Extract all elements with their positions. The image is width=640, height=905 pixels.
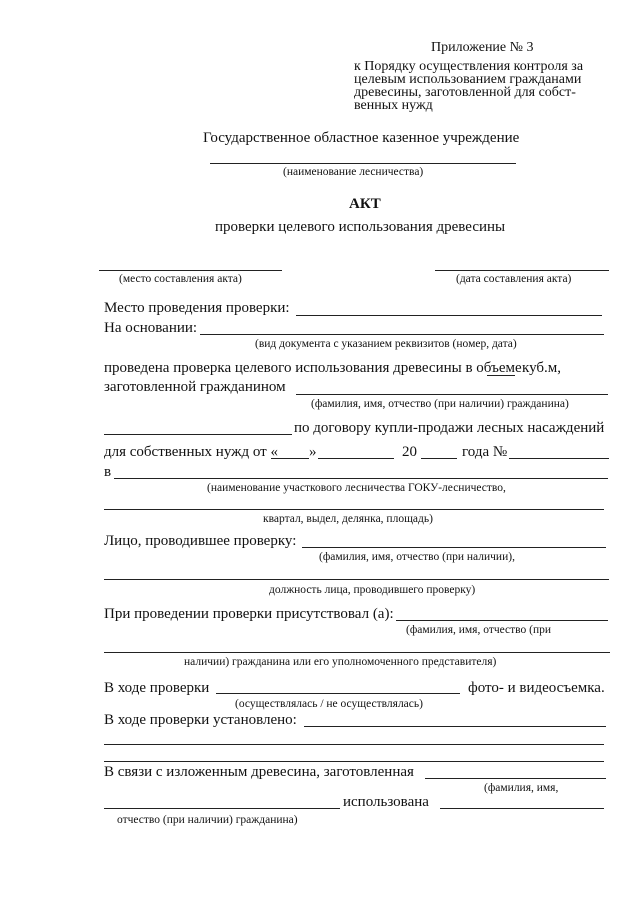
year-prefix: 20 — [402, 444, 417, 460]
harvested-by-label: заготовленной гражданином — [104, 379, 286, 395]
conducted-text: проведена проверка целевого использования древесины в объеме — [104, 360, 522, 376]
established-line-1[interactable] — [304, 726, 606, 727]
act-title: АКТ — [349, 196, 381, 212]
photo-prefix: В ходе проверки — [104, 680, 210, 696]
inspector-caption: (фамилия, имя, отчество (при наличии), — [319, 551, 515, 563]
position-line[interactable] — [104, 579, 609, 580]
in-prefix: в — [104, 464, 112, 480]
citizen-caption: (фамилия, имя, отчество (при наличии) гражданина) — [311, 398, 569, 410]
appendix-line-1: к Порядку осуществления контроля за — [354, 59, 584, 74]
contract-text: по договору купли-продажи лесных насаждений — [294, 420, 605, 436]
established-line-3[interactable] — [104, 761, 604, 762]
fio-caption: (фамилия, имя, — [484, 782, 559, 794]
place-line[interactable] — [99, 270, 282, 271]
position-caption: должность лица, проводившего проверку) — [269, 584, 476, 596]
contract-month-line[interactable] — [318, 458, 394, 459]
contract-prefix-line[interactable] — [104, 434, 292, 435]
place-caption: (место составления акта) — [119, 273, 242, 285]
quote-close: » — [309, 444, 317, 460]
contract-number-line[interactable] — [509, 458, 609, 459]
appendix-number: Приложение № 3 — [431, 40, 534, 55]
inspector-label: Лицо, проводившее проверку: — [104, 533, 297, 549]
inspection-place-line[interactable] — [296, 315, 602, 316]
appendix-line-3: древесины, заготовленной для собст- — [354, 85, 576, 100]
date-line[interactable] — [435, 270, 609, 271]
inspection-place-label: Место проведения проверки: — [104, 300, 290, 316]
date-caption: (дата составления акта) — [456, 273, 572, 285]
consequence-line[interactable] — [425, 778, 606, 779]
established-label: В ходе проверки установлено: — [104, 712, 297, 728]
inspector-line[interactable] — [302, 547, 606, 548]
patronymic-caption: отчество (при наличии) гражданина) — [117, 814, 298, 826]
usage-line[interactable] — [440, 808, 604, 809]
consequence-label: В связи с изложенным древесина, заготовленная — [104, 764, 414, 780]
own-needs-label: для собственных нужд от « — [104, 444, 278, 460]
photo-caption: (осуществлялась / не осуществлялась) — [235, 698, 423, 710]
institution-name: Государственное областное казенное учреждение — [203, 130, 520, 146]
citizen-name-line[interactable] — [104, 808, 340, 809]
district-line[interactable] — [114, 478, 608, 479]
district-caption: (наименование участкового лесничества ГОКУ-лесничество, — [207, 482, 506, 494]
basis-line[interactable] — [200, 334, 604, 335]
present-caption-2: наличии) гражданина или его уполномоченного представителя) — [184, 656, 497, 668]
appendix-line-4: венных нужд — [354, 98, 433, 113]
citizen-line[interactable] — [296, 394, 608, 395]
basis-caption: (вид документа с указанием реквизитов (номер, дата) — [255, 338, 517, 350]
forestry-caption: (наименование лесничества) — [283, 166, 424, 178]
photo-suffix: фото- и видеосъемка. — [468, 680, 605, 696]
volume-unit: куб.м, — [522, 360, 562, 376]
volume-line[interactable] — [487, 375, 515, 376]
plot-caption: квартал, выдел, делянка, площадь) — [263, 513, 433, 525]
present-line[interactable] — [396, 620, 608, 621]
used-label: использована — [343, 794, 429, 810]
contract-year-line[interactable] — [421, 458, 457, 459]
present-caption-1: (фамилия, имя, отчество (при — [406, 624, 552, 636]
present-label: При проведении проверки присутствовал (а): — [104, 606, 394, 622]
year-number-label: года № — [462, 444, 508, 460]
act-subtitle: проверки целевого использования древесины — [215, 219, 506, 235]
forestry-name-line[interactable] — [210, 163, 516, 164]
photo-status-line[interactable] — [216, 693, 460, 694]
contract-day-line[interactable] — [271, 458, 309, 459]
appendix-line-2: целевым использованием гражданами — [354, 72, 582, 87]
present-second-line[interactable] — [104, 652, 610, 653]
established-line-2[interactable] — [104, 744, 604, 745]
plot-line[interactable] — [104, 509, 604, 510]
basis-label: На основании: — [104, 320, 198, 336]
